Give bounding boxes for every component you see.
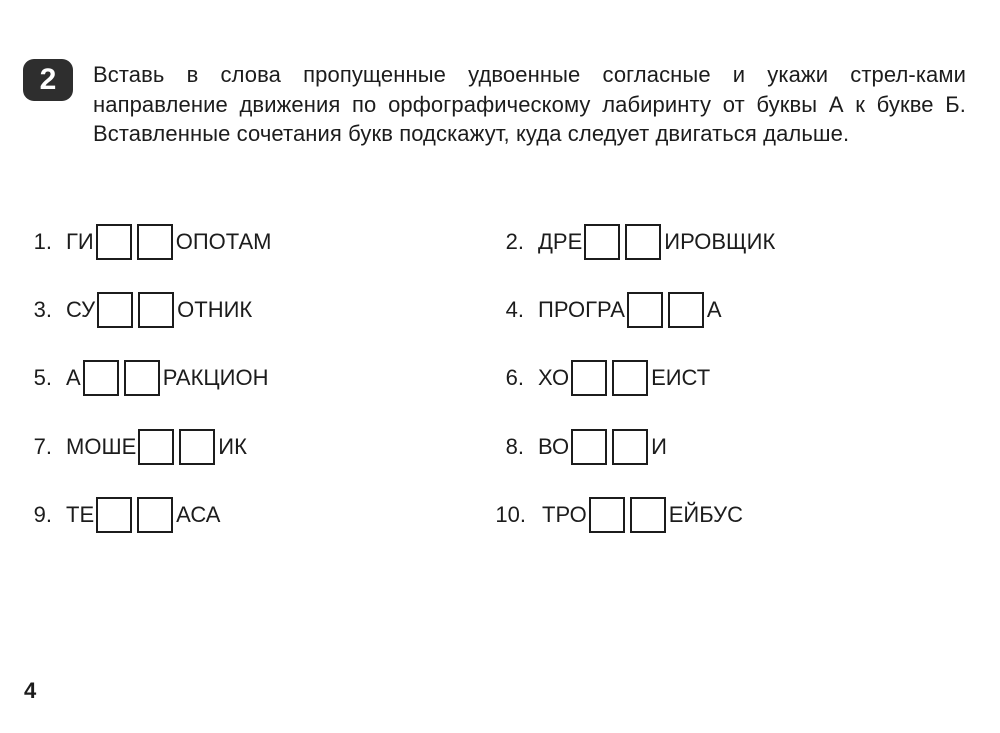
word-suffix: ИРОВЩИК: [664, 229, 776, 254]
word-prefix: ХО: [538, 365, 570, 390]
letter-input-box[interactable]: [612, 429, 648, 465]
word-suffix: ИК: [218, 434, 247, 459]
letter-boxes: [96, 224, 173, 260]
letter-input-box[interactable]: [138, 429, 174, 465]
word-item-6: [480, 358, 710, 398]
letter-input-box[interactable]: [137, 497, 173, 533]
letter-input-box[interactable]: [668, 292, 704, 328]
item-number: 3.: [33, 297, 52, 322]
word-prefix: ДРЕ: [538, 229, 583, 254]
item-number: 5.: [33, 365, 52, 390]
letter-input-box[interactable]: [124, 360, 160, 396]
word-item-3: [22, 290, 252, 330]
word-prefix: ТРО: [542, 502, 587, 527]
letter-input-box[interactable]: [625, 224, 661, 260]
letter-boxes: [138, 429, 215, 465]
page-number: 4: [24, 678, 37, 703]
item-number: 2.: [505, 229, 524, 254]
word-item-4: [480, 290, 722, 330]
letter-boxes: [571, 360, 648, 396]
letter-input-box[interactable]: [612, 360, 648, 396]
word-prefix: СУ: [66, 297, 96, 322]
letter-input-box[interactable]: [630, 497, 666, 533]
word-suffix: АСА: [176, 502, 221, 527]
letter-input-box[interactable]: [137, 224, 173, 260]
word-suffix: А: [706, 297, 722, 322]
task-number-badge: 2: [23, 59, 73, 101]
letter-input-box[interactable]: [83, 360, 119, 396]
word-prefix: ТЕ: [66, 502, 95, 527]
word-suffix: ОТНИК: [177, 297, 253, 322]
task-instruction: Вставь в слова пропущенные удвоенные согласные и укажи стрел-ками направление движения по орфографическому лабиринту от буквы А к букве Б. Вставленные сочетания букв подскажут, куда следует двигаться дальше.: [93, 62, 966, 146]
letter-input-box[interactable]: [627, 292, 663, 328]
letter-input-box[interactable]: [179, 429, 215, 465]
word-item-9: [22, 495, 220, 535]
item-number: 7.: [33, 434, 52, 459]
word-item-10: [480, 495, 743, 535]
word-suffix: ОПОТАМ: [175, 229, 272, 254]
word-prefix: ГИ: [66, 229, 94, 254]
word-prefix: МОШЕ: [66, 434, 137, 459]
item-number: 1.: [33, 229, 52, 254]
letter-boxes: [83, 360, 160, 396]
letter-boxes: [589, 497, 666, 533]
letter-boxes: [571, 429, 648, 465]
letter-input-box[interactable]: [571, 360, 607, 396]
item-number: 10.: [495, 502, 526, 527]
word-item-7: [22, 427, 247, 467]
letter-boxes: [97, 292, 174, 328]
letter-input-box[interactable]: [97, 292, 133, 328]
item-number: 4.: [505, 297, 524, 322]
letter-input-box[interactable]: [138, 292, 174, 328]
word-suffix: ЕЙБУС: [668, 502, 744, 527]
word-prefix: ПРОГРА: [538, 297, 625, 322]
letter-input-box[interactable]: [96, 497, 132, 533]
letter-boxes: [584, 224, 661, 260]
item-number: 8.: [505, 434, 524, 459]
letter-input-box[interactable]: [96, 224, 132, 260]
letter-boxes: [627, 292, 704, 328]
word-suffix: РАКЦИОН: [162, 365, 269, 390]
word-suffix: И: [651, 434, 667, 459]
letter-input-box[interactable]: [571, 429, 607, 465]
letter-boxes: [96, 497, 173, 533]
item-number: 9.: [33, 502, 52, 527]
item-number: 6.: [505, 365, 524, 390]
letter-input-box[interactable]: [589, 497, 625, 533]
word-item-8: [480, 427, 667, 467]
word-item-5: [22, 358, 268, 398]
word-prefix: ВО: [538, 434, 570, 459]
letter-input-box[interactable]: [584, 224, 620, 260]
word-prefix: А: [66, 365, 81, 390]
word-item-1: [22, 222, 271, 262]
word-suffix: ЕИСТ: [651, 365, 711, 390]
word-item-2: [480, 222, 775, 262]
